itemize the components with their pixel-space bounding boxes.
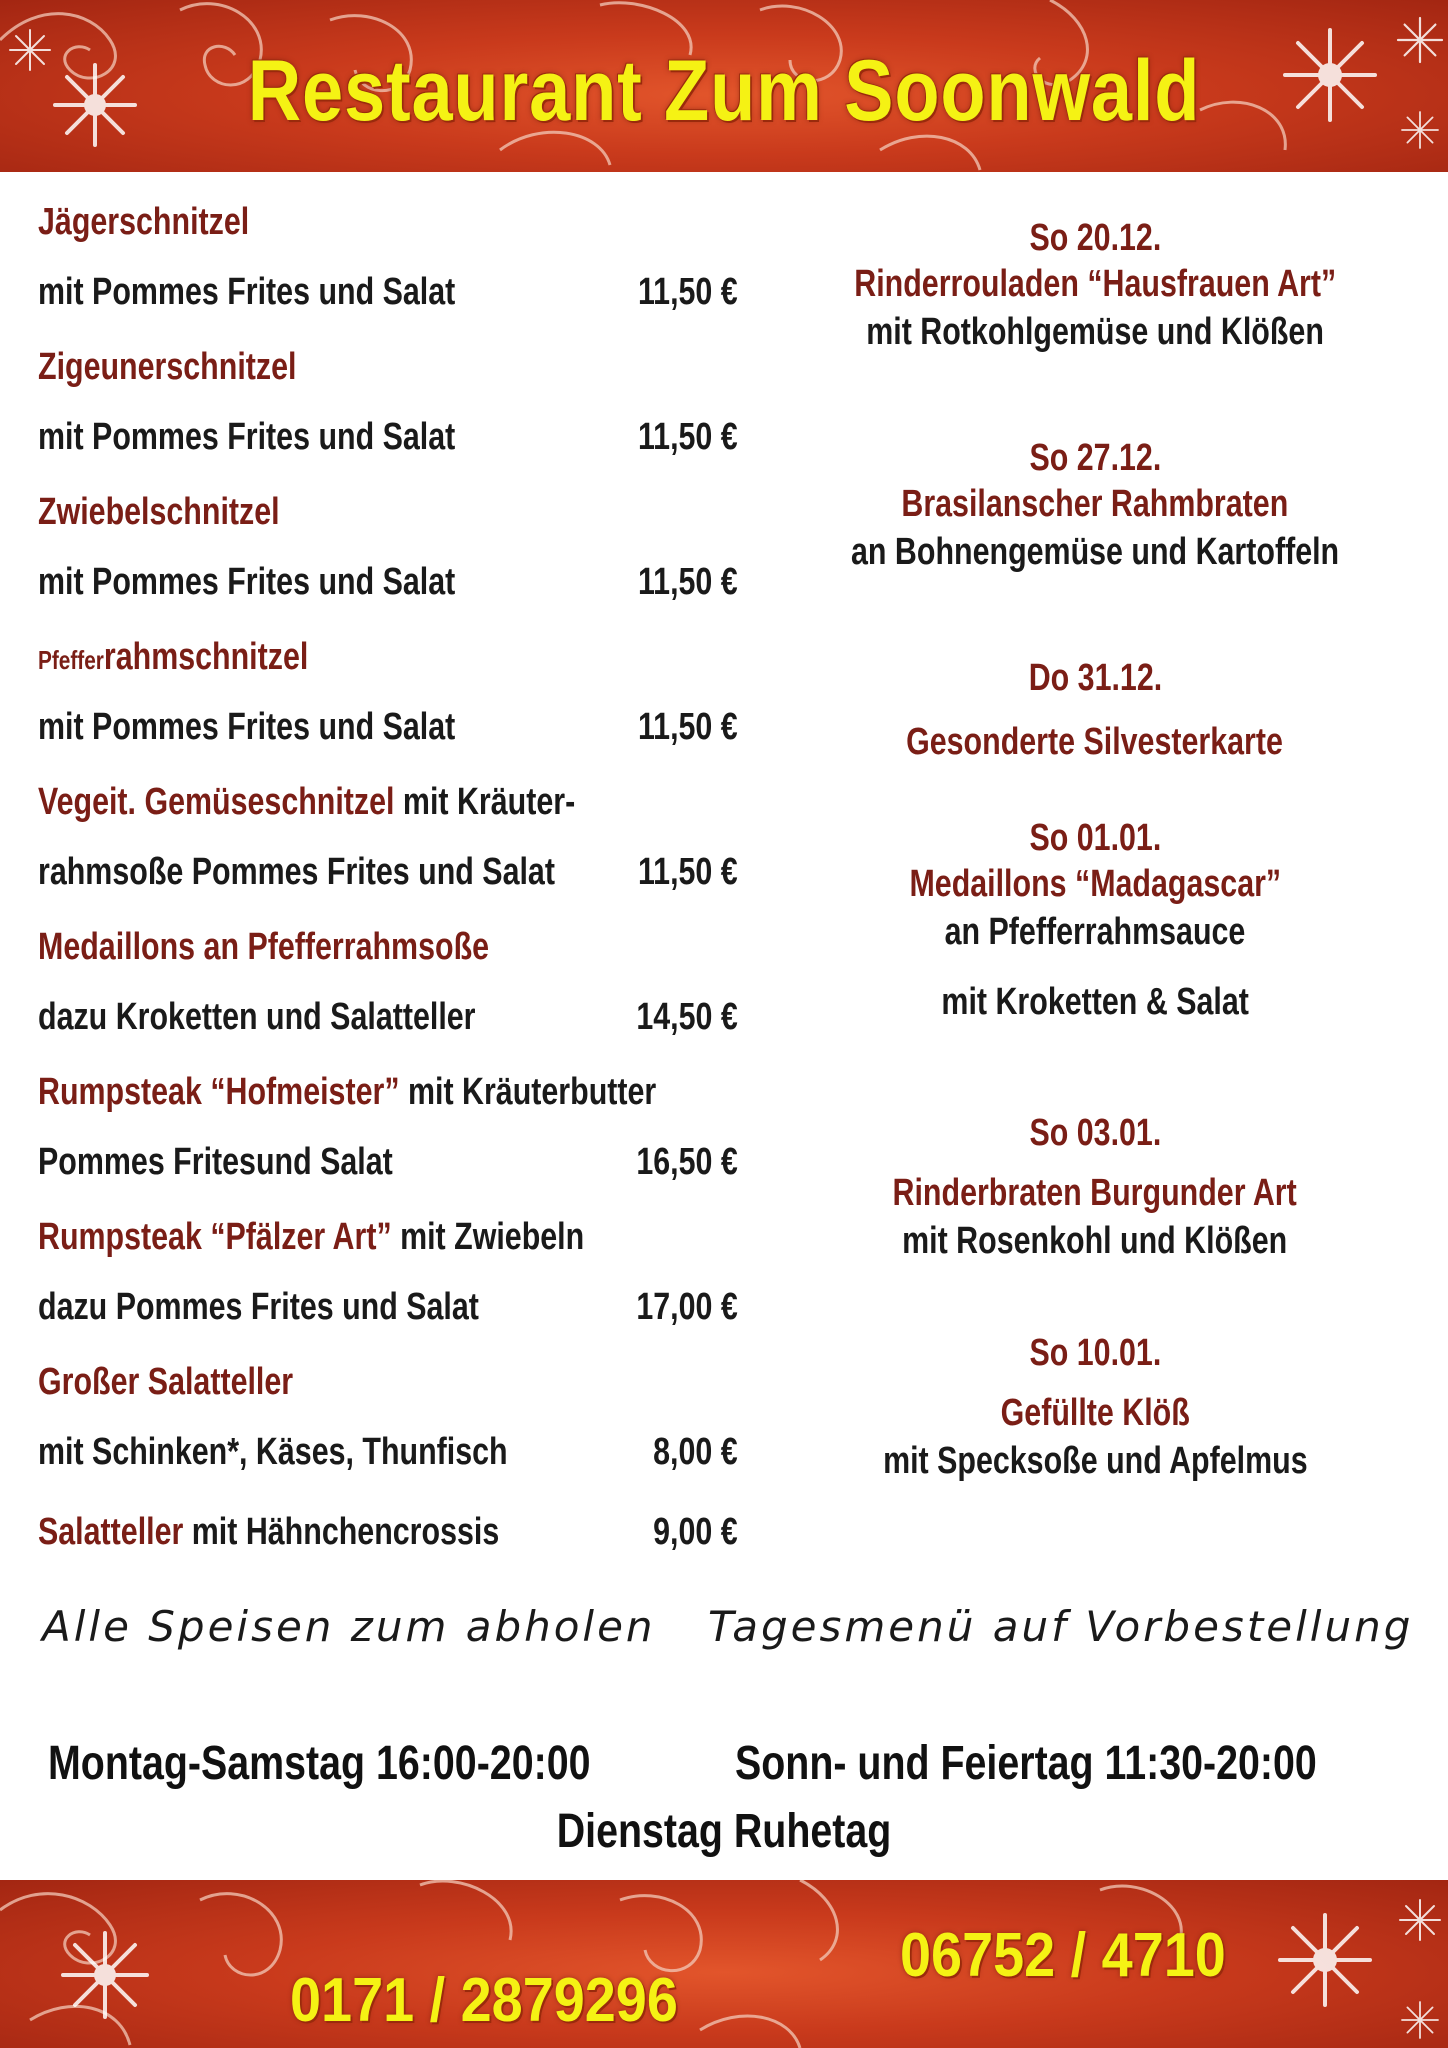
item-price: 11,50 € <box>638 706 738 748</box>
special-dish: Rinderbraten Burgunder Art <box>892 1172 1298 1214</box>
item-name: Rumpsteak “Hofmeister” <box>38 1071 400 1113</box>
item-name: Salatteller <box>38 1511 184 1553</box>
special-date: So 01.01. <box>1029 817 1161 859</box>
item-description: dazu Kroketten und Salatteller <box>38 996 476 1038</box>
item-name: Vegeit. Gemüseschnitzel <box>38 781 395 823</box>
mobile-phone[interactable]: 0171 / 2879296 <box>290 1966 678 2035</box>
special-dish: Brasilanscher Rahmbraten <box>901 483 1289 525</box>
special-item <box>780 655 1410 765</box>
special-side: mit Specksoße und Apfelmus <box>882 1440 1308 1482</box>
item-name: Großer Salatteller <box>38 1361 294 1403</box>
special-side: an Bohnengemüse und Kartoffeln <box>850 531 1340 573</box>
item-name: Zwiebelschnitzel <box>38 491 280 533</box>
item-description: Pommes Fritesund Salat <box>38 1141 393 1183</box>
item-name-suffix: mit Kräuter- <box>394 781 576 823</box>
special-date: Do 31.12. <box>1028 657 1162 699</box>
special-side: an Pfefferrahmsauce <box>944 911 1246 953</box>
item-description: dazu Pommes Frites und Salat <box>38 1286 479 1328</box>
special-side: mit Kroketten & Salat <box>941 981 1249 1023</box>
item-price: 8,00 € <box>653 1431 738 1473</box>
item-name-suffix: mit Zwiebeln <box>391 1216 585 1258</box>
item-name: rahmschnitzel <box>103 636 309 678</box>
item-price: 16,50 € <box>636 1141 738 1183</box>
item-name-prefix: Pfeffer <box>38 645 104 675</box>
pickup-note: Alle Speisen zum abholen <box>42 1602 656 1651</box>
landline-phone[interactable]: 06752 / 4710 <box>900 1921 1226 1990</box>
item-price: 11,50 € <box>638 561 738 603</box>
special-item <box>780 1110 1410 1266</box>
item-description: rahmsoße Pommes Frites und Salat <box>38 851 555 893</box>
item-price: 11,50 € <box>638 416 738 458</box>
special-dish: Medaillons “Madagascar” <box>909 863 1281 905</box>
special-item <box>780 215 1410 357</box>
item-price: 9,00 € <box>653 1511 738 1553</box>
preorder-note: Tagesmenü auf Vorbestellung <box>708 1602 1414 1651</box>
item-name-suffix: mit Hähnchencrossis <box>183 1511 500 1553</box>
special-side: mit Rotkohlgemüse und Klößen <box>866 311 1324 353</box>
header-banner <box>0 0 1448 172</box>
opening-hours-weekday: Montag-Samstag 16:00-20:00 <box>48 1737 591 1790</box>
special-date: So 10.01. <box>1029 1332 1161 1374</box>
item-description: mit Schinken*, Käses, Thunfisch <box>38 1431 508 1473</box>
special-dish: Rinderrouladen “Hausfrauen Art” <box>854 263 1336 305</box>
special-dish: Gesonderte Silvesterkarte <box>906 721 1284 763</box>
item-description: mit Pommes Frites und Salat <box>38 706 456 748</box>
item-price: 11,50 € <box>638 851 738 893</box>
item-name: Medaillons an Pfefferrahmsoße <box>38 926 490 968</box>
special-date: So 27.12. <box>1029 437 1161 479</box>
special-date: So 03.01. <box>1029 1112 1161 1154</box>
special-date: So 20.12. <box>1029 217 1161 259</box>
item-name-suffix: mit Kräuterbutter <box>399 1071 657 1113</box>
special-item <box>780 435 1410 577</box>
special-side: mit Rosenkohl und Klößen <box>902 1220 1288 1262</box>
item-price: 11,50 € <box>638 271 738 313</box>
item-name: Zigeunerschnitzel <box>38 346 297 388</box>
special-dish: Gefüllte Klöß <box>1000 1392 1190 1434</box>
rest-day: Dienstag Ruhetag <box>556 1805 892 1858</box>
item-name: Jägerschnitzel <box>38 201 250 243</box>
opening-hours-sunday: Sonn- und Feiertag 11:30-20:00 <box>735 1737 1317 1790</box>
special-item <box>780 815 1410 1027</box>
item-price: 14,50 € <box>636 996 738 1038</box>
item-description: mit Pommes Frites und Salat <box>38 416 456 458</box>
item-description: mit Pommes Frites und Salat <box>38 561 456 603</box>
item-description: mit Pommes Frites und Salat <box>38 271 456 313</box>
item-price: 17,00 € <box>636 1286 738 1328</box>
special-item <box>780 1330 1410 1486</box>
item-name: Rumpsteak “Pfälzer Art” <box>38 1216 392 1258</box>
page-title: Restaurant Zum Soonwald <box>247 43 1201 139</box>
